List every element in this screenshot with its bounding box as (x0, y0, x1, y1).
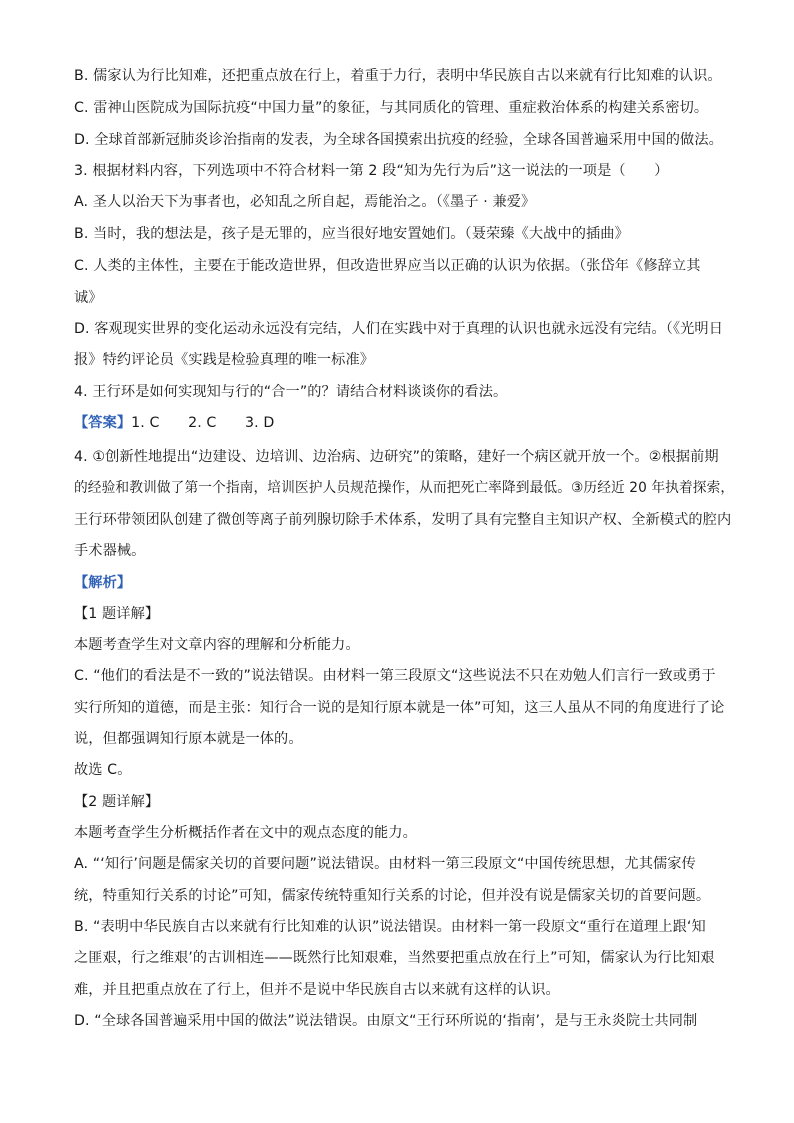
answer-4-line-4: 手术器械。 (74, 543, 146, 559)
q3-option-a-line: A. 圣人以治天下为事者也，必知乱之所自起，焉能治之。（《墨子 · 兼爱》 (74, 194, 536, 210)
q3-option-d-continued: 报》特约评论员《实践是检验真理的唯一标准》 (74, 352, 375, 368)
q3-option-c-continued: 诚》 (74, 290, 103, 306)
q2-detail-b-line-3: 难，并且把重点放在了行上，但并不是说中华民族自古以来就有这样的认识。 (74, 982, 560, 998)
q3-option-d-line: D. 客观现实世界的变化运动永远没有完结，人们在实践中对于真理的认识也就永远没有完结。（《光明日 (74, 321, 723, 337)
option-c-line: C. 雷神山医院成为国际抗疫“中国力量”的象征，与其同质化的管理、重症救治体系的构建关系密切。 (74, 100, 709, 116)
q2-detail-heading: 【2 题详解】 (74, 794, 160, 810)
q1-detail-line-1: C. “他们的看法是不一致的”说法错误。由材料一第三段原文“这些说法不只在劝勉人们言行一致或勇于 (74, 668, 716, 684)
answer-4-line-2: 的经验和教训做了第一个指南，培训医护人员规范操作，从而把死亡率降到最低。③历经近 20 年执着探索， (74, 480, 735, 496)
analysis-label: 【解析】 (74, 575, 132, 591)
q2-detail-intro: 本题考查学生分析概括作者在文中的观点态度的能力。 (74, 825, 417, 841)
answer-4-line-1: 4. ①创新性地提出“边建设、边培训、边治病、边研究”的策略，建好一个病区就开放一个。②根据前期 (74, 449, 719, 465)
answer-label: 【答案】 (74, 415, 132, 431)
q2-detail-b-line-2: 之匪艰，行之维艰’的古训相连——既然行比知艰难，当然要把重点放在行上”可知，儒家认为行比知艰 (74, 950, 715, 966)
question-4-line: 4. 王行环是如何实现知与行的“合一”的？请结合材料谈谈你的看法。 (74, 384, 508, 400)
answer-4-line-3: 王行环带领团队创建了微创等离子前列腺切除手术体系，发明了具有完整自主知识产权、全新模式的腔内 (74, 512, 732, 528)
q1-detail-line-3: 说，但都强调知行原本就是一体的。 (74, 731, 303, 747)
q3-option-c-line: C. 人类的主体性，主要在于能改造世界，但改造世界应当以正确的认识为依据。（张岱年《修辞立其 (74, 258, 701, 274)
q1-detail-heading: 【1 题详解】 (74, 606, 160, 622)
q1-choice: 故选 C。 (74, 762, 132, 778)
q2-detail-a-line-1: A. “‘知行’问题是儒家关切的首要问题”说法错误。由材料一第三段原文“中国传统思想，尤其儒家传 (74, 856, 696, 872)
q2-detail-d-line-1: D. “全球各国普遍采用中国的做法”说法错误。由原文“王行环所说的‘指南’，是与王永炎院士共同制 (74, 1013, 698, 1029)
q1-detail-intro: 本题考查学生对文章内容的理解和分析能力。 (74, 637, 360, 653)
option-b-line: B. 儒家认为行比知难，还把重点放在行上，着重于力行，表明中华民族自古以来就有行比知难的认识。 (74, 68, 722, 84)
q2-detail-b-line-1: B. “表明中华民族自古以来就有行比知难的认识”说法错误。由材料一第一段原文“重行在道理上跟‘知 (74, 919, 706, 935)
answer-text: 1. C 2. C 3. D (131, 415, 275, 431)
q2-detail-a-line-2: 统，特重知行关系的讨论”可知，儒家传统特重知行关系的讨论，但并没有说是儒家关切的首要问题。 (74, 888, 711, 904)
q3-option-b-line: B. 当时，我的想法是，孩子是无罪的，应当很好地安置她们。（聂荣臻《大战中的插曲》 (74, 226, 629, 242)
option-d-line: D. 全球首部新冠肺炎诊治指南的发表，为全球各国摸索出抗疫的经验，全球各国普遍采用中国的做法。 (74, 132, 723, 148)
answer-line (74, 413, 734, 433)
q1-detail-line-2: 实行所知的道德，而是主张：知行合一说的是知行原本就是一体”可知，这三人虽从不同的角度进行了论 (74, 700, 725, 716)
question-3-line: 3. 根据材料内容，下列选项中不符合材料一第 2 段“知为先行为后”这一说法的一项是（ ） (74, 163, 669, 179)
